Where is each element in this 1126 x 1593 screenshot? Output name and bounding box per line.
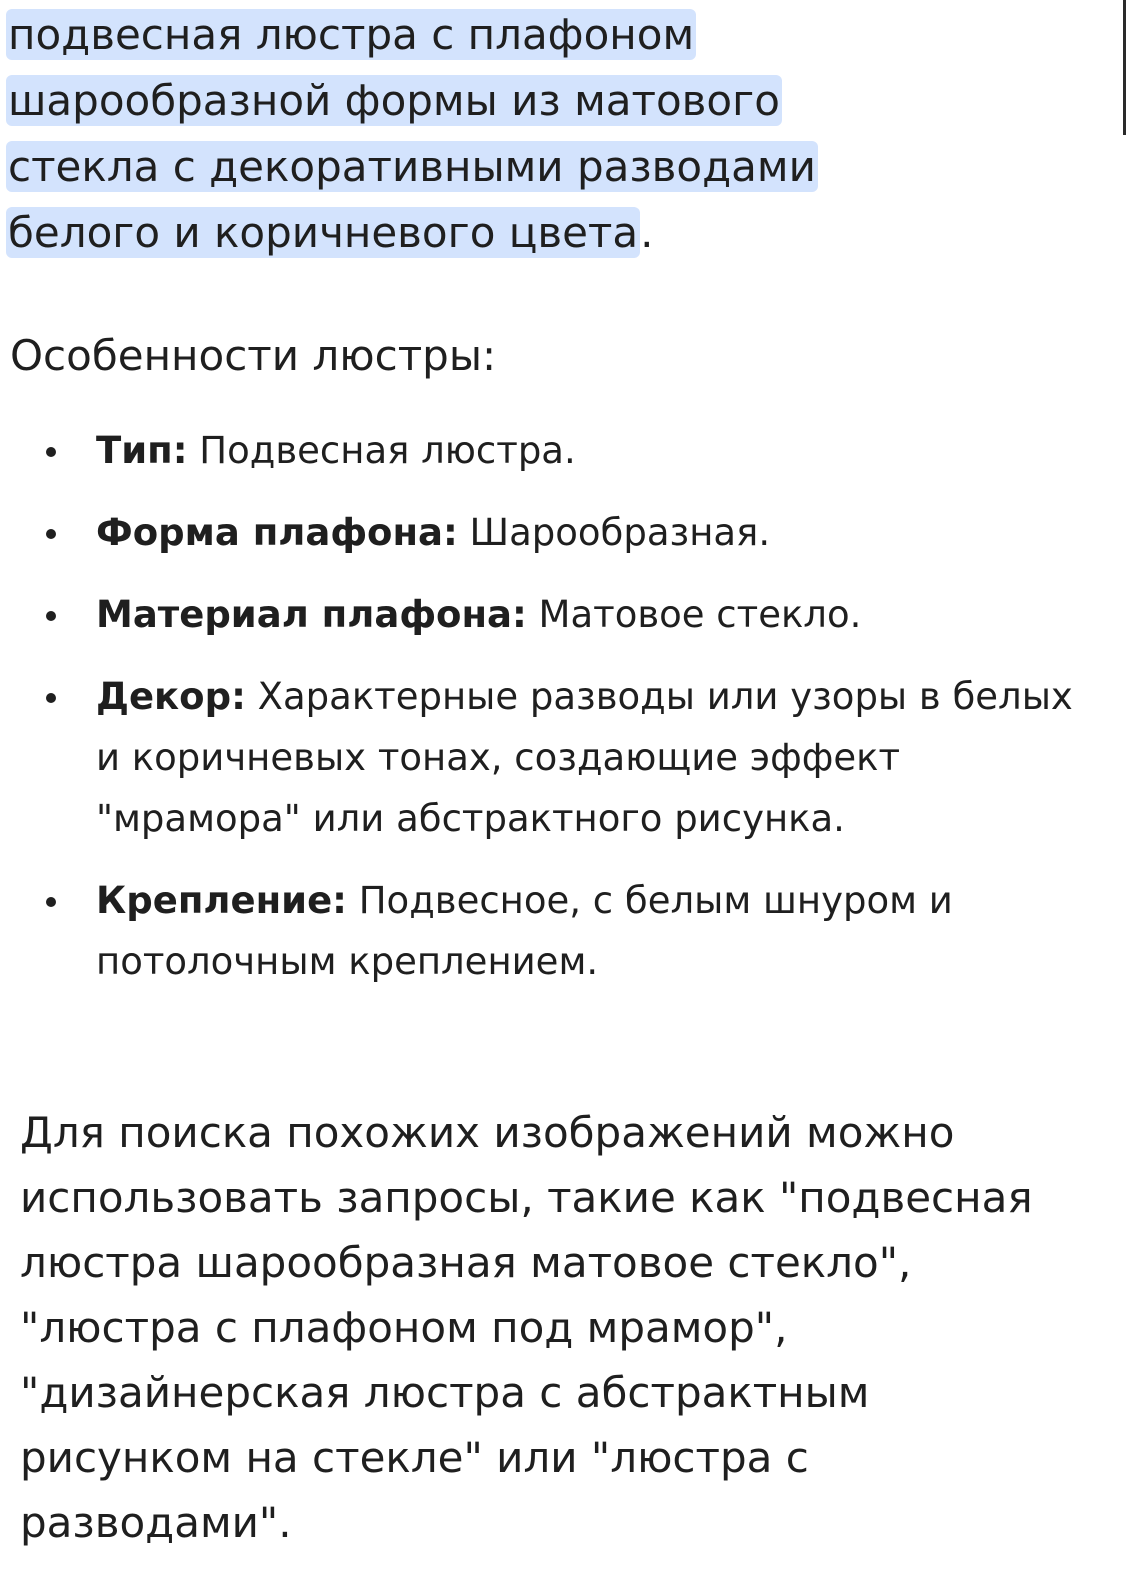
features-list [40, 420, 1080, 1013]
feature-label: Декор: [96, 675, 246, 718]
description-trailing-period: . [640, 208, 654, 257]
bullet-icon [46, 529, 56, 539]
feature-item-type [40, 420, 1080, 481]
feature-text: Подвесное, с белым шнуром и потолочным креплением. [96, 879, 953, 983]
feature-item-mounting [40, 870, 1080, 992]
feature-label: Крепление: [96, 879, 347, 922]
feature-label: Материал плафона: [96, 593, 527, 636]
feature-item-shade-shape [40, 502, 1080, 563]
description-line: шарообразной формы из матового [8, 76, 780, 125]
feature-item-shade-material [40, 584, 1080, 645]
description-line: белого и коричневого цвета. [8, 208, 654, 257]
feature-text: Подвесная люстра. [187, 429, 576, 472]
highlighted-description [6, 2, 1006, 266]
search-suggestion-paragraph: Для поиска похожих изображений можно использовать запросы, такие как "подвесная люстра шарообразная матовое стекло", "люстра с плафоном под мрамор", "дизайнерская люстра с абстрактным рисунком на стекле" или "люстра с разводами". [20, 1108, 1033, 1547]
bullet-icon [46, 897, 56, 907]
description-line: подвесная люстра с плафоном [8, 10, 695, 59]
features-title: Особенности люстры: [10, 331, 497, 380]
feature-label: Форма плафона: [96, 511, 458, 554]
bullet-icon [46, 447, 56, 457]
feature-text: Характерные разводы или узоры в белых и коричневых тонах, создающие эффект "мрамора" или абстрактного рисунка. [96, 675, 1073, 840]
feature-text: Шарообразная. [457, 511, 771, 554]
bullet-icon [46, 611, 56, 621]
bullet-icon [46, 693, 56, 703]
feature-text: Матовое стекло. [526, 593, 862, 636]
description-line: стекла с декоративными разводами [8, 142, 816, 191]
feature-label: Тип: [96, 429, 188, 472]
feature-item-decor [40, 666, 1080, 849]
